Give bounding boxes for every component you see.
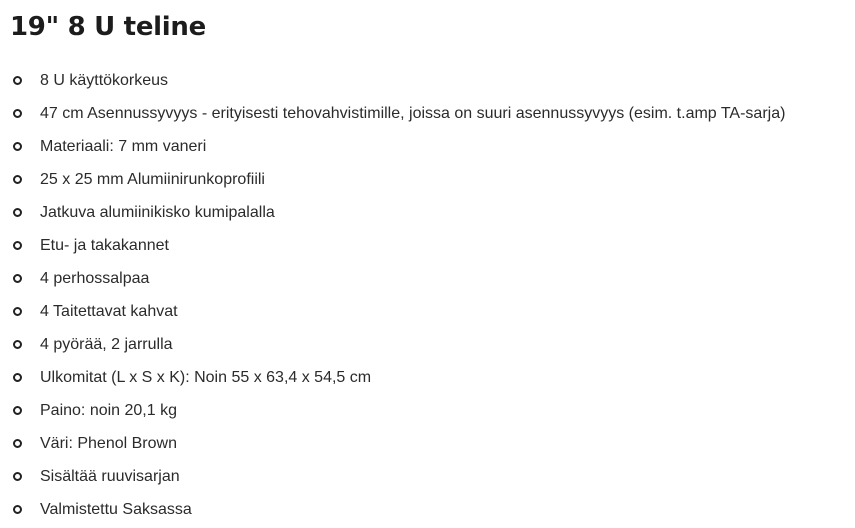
spec-text: 25 x 25 mm Alumiinirunkoprofiili <box>40 171 265 188</box>
circle-bullet-icon <box>13 175 22 184</box>
spec-item <box>0 460 785 493</box>
spec-text: Jatkuva alumiinikisko kumipalalla <box>40 204 275 221</box>
spec-item <box>0 328 785 361</box>
circle-bullet-icon <box>13 406 22 415</box>
circle-bullet-icon <box>13 439 22 448</box>
spec-text: 8 U käyttökorkeus <box>40 72 169 89</box>
spec-item <box>0 394 785 427</box>
spec-text: 4 perhossalpaa <box>40 270 150 287</box>
spec-list <box>0 64 785 526</box>
spec-item <box>0 163 785 196</box>
spec-text: Ulkomitat (L x S x K): Noin 55 x 63,4 x 54,5 cm <box>40 369 372 386</box>
circle-bullet-icon <box>13 472 22 481</box>
circle-bullet-icon <box>13 373 22 382</box>
circle-bullet-icon <box>13 208 22 217</box>
spec-text: Materiaali: 7 mm vaneri <box>40 138 207 155</box>
spec-item <box>0 361 785 394</box>
circle-bullet-icon <box>13 76 22 85</box>
spec-item <box>0 97 785 130</box>
spec-text: Väri: Phenol Brown <box>40 435 177 452</box>
circle-bullet-icon <box>13 142 22 151</box>
circle-bullet-icon <box>13 307 22 316</box>
spec-item <box>0 295 785 328</box>
spec-item <box>0 262 785 295</box>
page-title: 19" 8 U teline <box>10 12 206 42</box>
spec-item <box>0 493 785 526</box>
spec-text: Etu- ja takakannet <box>40 237 169 254</box>
circle-bullet-icon <box>13 241 22 250</box>
spec-text: Valmistettu Saksassa <box>40 501 192 518</box>
spec-text: 4 pyörää, 2 jarrulla <box>40 336 173 353</box>
spec-item <box>0 130 785 163</box>
circle-bullet-icon <box>13 109 22 118</box>
spec-text: Sisältää ruuvisarjan <box>40 468 180 485</box>
circle-bullet-icon <box>13 274 22 283</box>
spec-item <box>0 427 785 460</box>
circle-bullet-icon <box>13 340 22 349</box>
spec-item <box>0 229 785 262</box>
spec-item <box>0 64 785 97</box>
circle-bullet-icon <box>13 505 22 514</box>
spec-text: 4 Taitettavat kahvat <box>40 303 178 320</box>
spec-text: 47 cm Asennussyvyys - erityisesti tehovahvistimille, joissa on suuri asennussyvyys (esim. t.amp TA-sarja) <box>40 105 786 122</box>
spec-text: Paino: noin 20,1 kg <box>40 402 177 419</box>
spec-item <box>0 196 785 229</box>
